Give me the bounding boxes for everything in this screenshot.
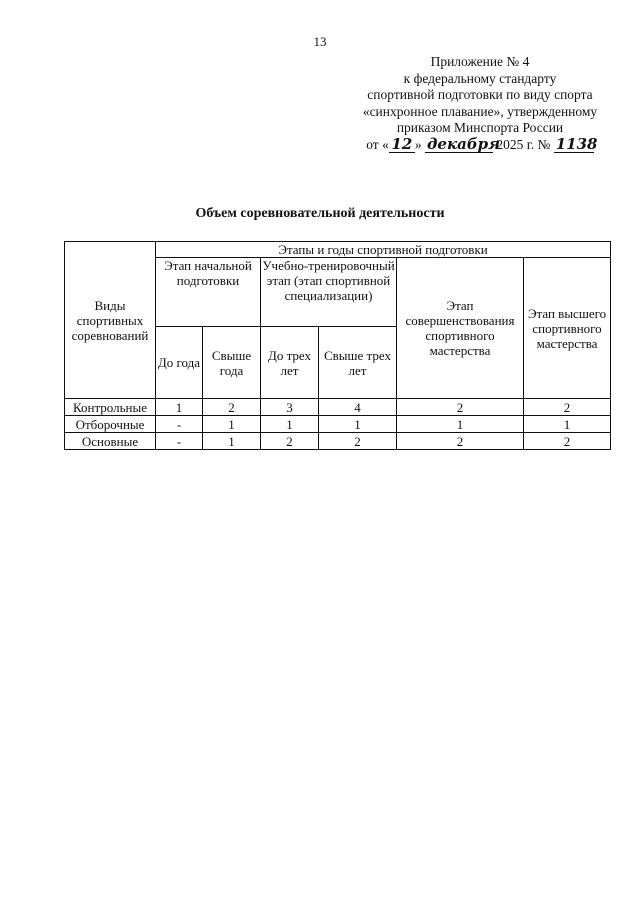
table-cell: 4 [319, 399, 397, 416]
table-cell: - [156, 433, 203, 450]
order-date-quote: » [414, 136, 422, 152]
appendix-line-5: приказом Минспорта России [396, 120, 564, 135]
row-kind-main: Основные [65, 433, 156, 450]
table-cell: 2 [524, 399, 611, 416]
header-stages: Этапы и годы спортивной подготовки [156, 242, 611, 258]
table-cell: 1 [319, 416, 397, 433]
table-cell: 2 [524, 433, 611, 450]
header-sub-up-to-year: До года [156, 327, 203, 399]
row-kind-control: Контрольные [65, 399, 156, 416]
header-sub-over-three: Свыше трех лет [319, 327, 397, 399]
table-cell: 1 [261, 416, 319, 433]
table-cell: 2 [319, 433, 397, 450]
table-row [65, 433, 611, 450]
table-cell: 3 [261, 399, 319, 416]
table-cell: - [156, 416, 203, 433]
header-stage-higher: Этап высшего спортивного мастерства [524, 258, 611, 399]
table-cell: 2 [203, 399, 261, 416]
table-cell: 1 [203, 433, 261, 450]
appendix-line-4: «синхронное плавание», утвержденному [362, 103, 598, 119]
header-stage-initial: Этап начальной подготовки [156, 258, 261, 327]
table-cell: 2 [397, 433, 524, 450]
appendix-line-3: спортивной подготовки по виду спорта [367, 87, 593, 102]
competition-volume-table [64, 241, 611, 450]
header-sub-over-year: Свыше года [203, 327, 261, 399]
order-date-prefix: от « [366, 136, 389, 152]
page-number: 13 [313, 34, 327, 49]
order-date-line [335, 134, 625, 154]
document-title: Объем соревновательной деятельности [195, 206, 445, 221]
handwritten-order-number: 1138 [555, 134, 598, 153]
handwritten-day: 12 [389, 137, 415, 153]
row-kind-selection: Отборочные [65, 416, 156, 433]
table-cell: 1 [156, 399, 203, 416]
table-row [65, 416, 611, 433]
header-competition-kinds: Виды спортивных соревнований [65, 242, 156, 399]
table-row [65, 399, 611, 416]
header-sub-up-to-three: До трех лет [261, 327, 319, 399]
appendix-block [335, 54, 625, 153]
table-cell: 1 [524, 416, 611, 433]
table-cell: 1 [397, 416, 524, 433]
appendix-line-1: Приложение № 4 [430, 54, 530, 69]
handwritten-month: декабря [426, 134, 501, 153]
order-year: 2025 г. № [496, 136, 551, 152]
table-cell: 1 [203, 416, 261, 433]
table-cell: 2 [261, 433, 319, 450]
table-header-row-1 [65, 242, 611, 258]
appendix-line-2: к федеральному стандарту [403, 70, 557, 86]
table-cell: 2 [397, 399, 524, 416]
header-stage-improvement: Этап совершенствования спортивного мастерства [397, 258, 524, 399]
header-stage-training: Учебно-тренировочный этап (этап спортивной специализации) [261, 258, 397, 327]
